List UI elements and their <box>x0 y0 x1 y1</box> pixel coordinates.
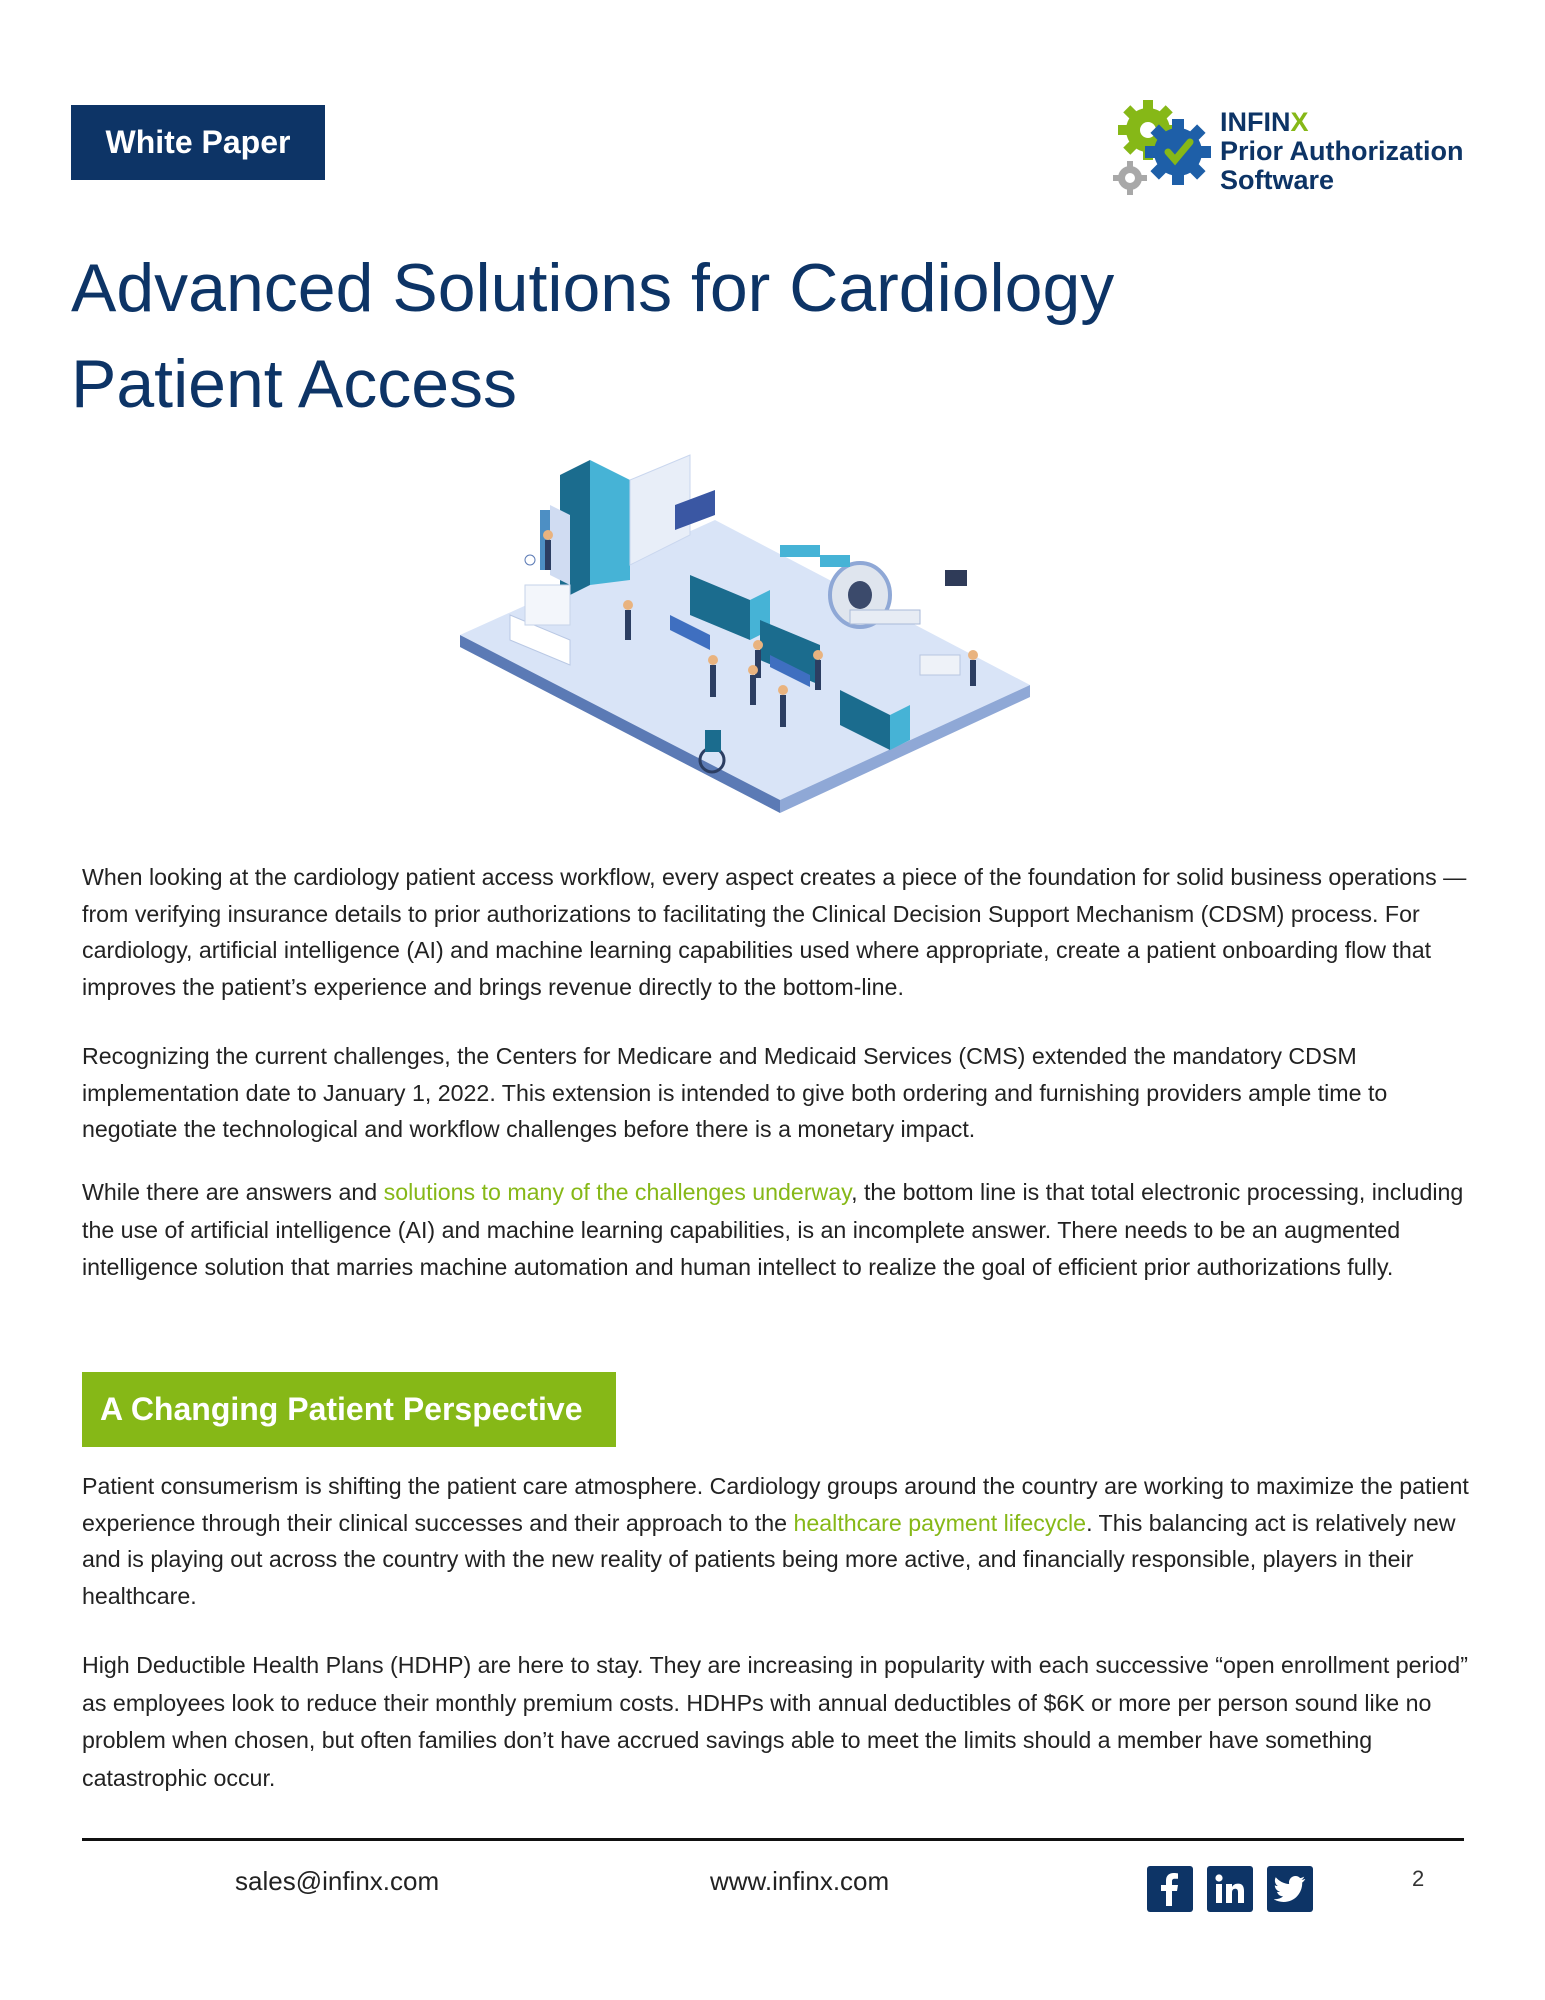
solutions-link[interactable]: solutions to many of the challenges underway <box>383 1179 852 1205</box>
title-line-2: Patient Access <box>71 346 518 422</box>
infinx-logo[interactable] <box>1108 100 1488 210</box>
page-title <box>71 240 1271 432</box>
hdhp-paragraph: High Deductible Health Plans (HDHP) are here to stay. They are increasing in popularity with each successive “open enrollment period” as employees look to reduce their monthly premium costs. HDHPs with annual deductibles of $6K or more per person sound like no problem when chosen, but often families don’t have accrued savings able to meet the limits should a member have something catastrophic occur. <box>82 1652 1468 1791</box>
footer-website-link[interactable]: www.infinx.com <box>710 1866 890 1896</box>
badge-label: White Paper <box>105 124 291 160</box>
twitter-icon[interactable] <box>1267 1866 1313 1912</box>
footer-email-link[interactable]: sales@infinx.com <box>235 1866 440 1896</box>
white-paper-badge <box>71 105 325 180</box>
footer-divider <box>82 1838 1464 1841</box>
hospital-illustration <box>450 415 1030 815</box>
payment-lifecycle-link[interactable]: healthcare payment lifecycle <box>793 1509 1087 1536</box>
solutions-paragraph: While there are answers and solutions to many of the challenges underway, the bottom line is that total electronic processing, including the use of artificial intelligence (AI) and machine learning capabilities, is an incomplete answer. There needs to be an augmented intelligence solution that marries machine automation and human intellect to realize the goal of efficient prior authorizations fully. <box>82 1179 1464 1280</box>
section-heading <box>82 1372 616 1447</box>
intro-paragraph: When looking at the cardiology patient access workflow, every aspect creates a piece of the foundation for solid business operations — from verifying insurance details to prior authorizations to facilitating the Clinical Decision Support Mechanism (CDSM) process. For cardiology, artificial intelligence (AI) and machine learning capabilities used where appropriate, create a patient onboarding flow that improves the patient’s experience and brings revenue directly to the bottom-line. <box>82 864 1467 1000</box>
logo-brand: INFINX <box>1220 107 1309 137</box>
consumerism-paragraph: Patient consumerism is shifting the patient care atmosphere. Cardiology groups around the country are working to maximize the patient experience through their clinical successes and their approach to the healthcare payment lifecycle. This balancing act is relatively new and is playing out across the country with the new reality of patients being more active, and financially responsible, players in their healthcare. <box>82 1473 1469 1609</box>
page-number: 2 <box>1412 1866 1425 1891</box>
logo-line-1: Prior Authorization <box>1220 136 1464 166</box>
linkedin-icon[interactable] <box>1207 1866 1253 1912</box>
logo-line-2: Software <box>1220 165 1335 195</box>
section-heading-label: A Changing Patient Perspective <box>100 1391 583 1427</box>
gears-logo-icon <box>1108 100 1218 210</box>
facebook-icon[interactable] <box>1147 1866 1193 1912</box>
cms-paragraph: Recognizing the current challenges, the Centers for Medicare and Medicaid Services (CMS) extended the mandatory CDSM implementation date to January 1, 2022. This extension is intended to give both ordering and furnishing providers ample time to negotiate the technological and workflow challenges before there is a monetary impact. <box>82 1043 1388 1142</box>
title-line-1: Advanced Solutions for Cardiology <box>71 250 1115 326</box>
logo-wordmark <box>1220 108 1464 195</box>
